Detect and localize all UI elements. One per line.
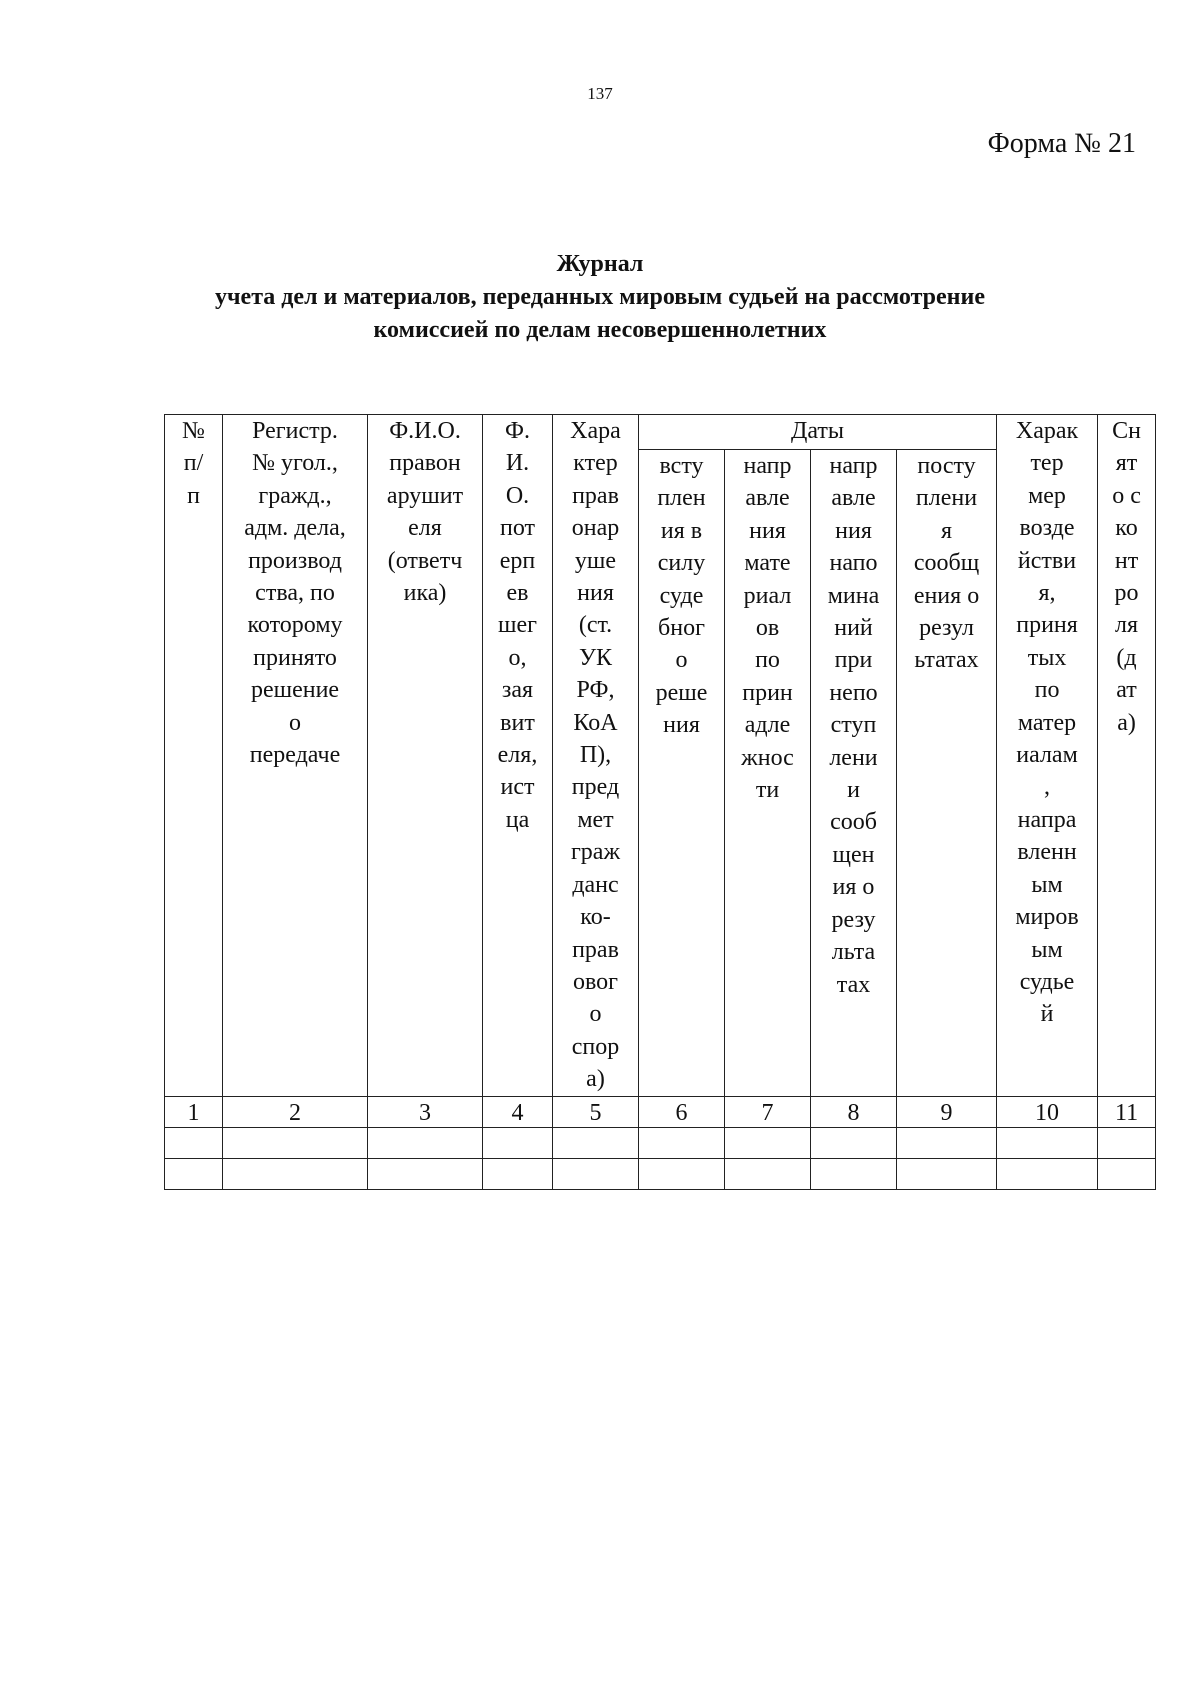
form-label: Форма № 21	[987, 128, 1136, 159]
header-col-9: посту плени я сообщ ения о резул ьтатах	[897, 450, 997, 1097]
empty-cell	[639, 1158, 725, 1189]
column-number-7: 7	[725, 1096, 811, 1127]
empty-cell	[223, 1127, 368, 1158]
column-number-row	[165, 1096, 1156, 1127]
empty-cell	[725, 1127, 811, 1158]
header-row-1	[165, 415, 1156, 450]
empty-cell	[639, 1127, 725, 1158]
title-line-2: учета дел и материалов, переданных мировым судьей на рассмотрение	[215, 284, 985, 310]
journal-table	[164, 414, 1156, 1190]
header-col-8: напр авле ния напо мина ний при непо ступ лени и сооб щен ия о резу льта тах	[811, 450, 897, 1097]
empty-cell	[897, 1127, 997, 1158]
empty-cell	[368, 1127, 483, 1158]
column-number-11: 11	[1098, 1096, 1156, 1127]
column-number-8: 8	[811, 1096, 897, 1127]
empty-cell	[725, 1158, 811, 1189]
empty-row	[165, 1158, 1156, 1189]
title-line-3: комиссией по делам несовершеннолетних	[373, 317, 827, 343]
empty-cell	[483, 1158, 553, 1189]
header-col-11: Сн ят о с ко нт ро ля (д ат а)	[1098, 415, 1156, 1097]
header-col-3: Ф.И.О. правон арушит еля (ответч ика)	[368, 415, 483, 1097]
header-col-5: Хара ктер прав онар уше ния (ст. УК РФ, КоА П), пред мет граж данс ко- прав овог о спор а)	[553, 415, 639, 1097]
empty-cell	[483, 1127, 553, 1158]
column-number-2: 2	[223, 1096, 368, 1127]
document-title	[0, 248, 1200, 347]
empty-cell	[1098, 1127, 1156, 1158]
empty-cell	[553, 1158, 639, 1189]
empty-cell	[368, 1158, 483, 1189]
empty-cell	[553, 1127, 639, 1158]
header-col-4: Ф. И. О. пот ерп ев шег о, зая вит еля, ист ца	[483, 415, 553, 1097]
title-line-1: Журнал	[556, 251, 644, 277]
header-col-1: № п/ п	[165, 415, 223, 1097]
empty-row	[165, 1127, 1156, 1158]
empty-cell	[997, 1158, 1098, 1189]
column-number-6: 6	[639, 1096, 725, 1127]
header-col-6: всту плен ия в силу суде бног о реше ния	[639, 450, 725, 1097]
empty-cell	[897, 1158, 997, 1189]
column-number-10: 10	[997, 1096, 1098, 1127]
empty-cell	[165, 1127, 223, 1158]
column-number-1: 1	[165, 1096, 223, 1127]
header-col-7: напр авле ния мате риал ов по прин адле жнос ти	[725, 450, 811, 1097]
empty-cell	[1098, 1158, 1156, 1189]
empty-cell	[165, 1158, 223, 1189]
empty-cell	[811, 1158, 897, 1189]
column-number-4: 4	[483, 1096, 553, 1127]
column-number-5: 5	[553, 1096, 639, 1127]
header-col-2: Регистр. № угол., гражд., адм. дела, производ ства, по которому принято решение о передаче	[223, 415, 368, 1097]
empty-cell	[223, 1158, 368, 1189]
header-col-10: Харак тер мер возде йстви я, приня тых по матер иалам , напра вленн ым миров ым судье й	[997, 415, 1098, 1097]
header-dates: Даты	[639, 415, 997, 450]
column-number-9: 9	[897, 1096, 997, 1127]
column-number-3: 3	[368, 1096, 483, 1127]
page-number: 137	[587, 84, 613, 103]
empty-cell	[811, 1127, 897, 1158]
empty-cell	[997, 1127, 1098, 1158]
